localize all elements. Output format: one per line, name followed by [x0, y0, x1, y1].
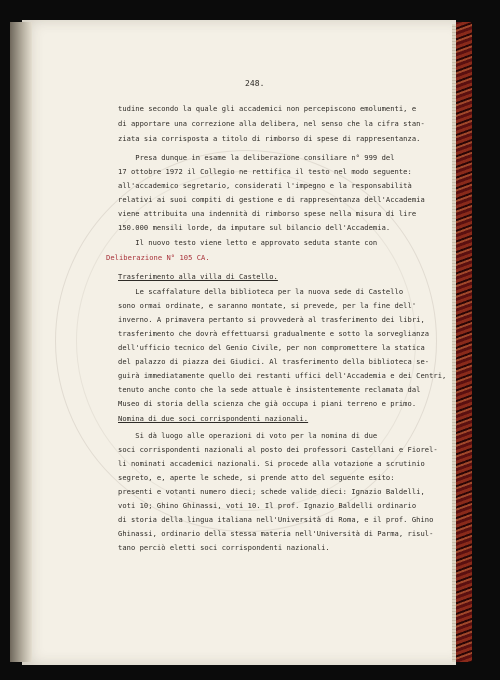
- text-line: di apportare una correzione alla delibera, nel senso che la cifra stan-: [118, 119, 425, 128]
- text-line: tudine secondo la quale gli accademici non percepiscono emolumenti, e: [118, 104, 417, 113]
- marbled-book-cover: [454, 22, 472, 662]
- text-line: Si dà luogo alle operazioni di voto per la nomina di due: [118, 431, 378, 440]
- deliberation-number: Deliberazione N° 105 CA.: [106, 253, 210, 262]
- text-line: Le scaffalature della biblioteca per la nuova sede di Castello: [118, 287, 404, 296]
- text-line: del palazzo di piazza dei Giudici. Al trasferimento della biblioteca se-: [118, 357, 430, 366]
- text-line: Presa dunque in esame la deliberazione consiliare n° 999 del: [118, 153, 395, 162]
- section-heading-transfer: Trasferimento alla villa di Castello.: [118, 272, 278, 281]
- text-line: voti 10; Ghino Ghinassi, voti 10. Il prof. Ignazio Baldelli ordinario: [118, 501, 417, 510]
- text-line: guirà immediatamente quello dei restanti uffici dell'Accademia e dei Centri,: [118, 371, 447, 380]
- text-line: soci corrispondenti nazionali al posto dei professori Castellani e Fiorel-: [118, 445, 438, 454]
- page-edges: [452, 24, 456, 662]
- section-heading-nomination: Nomina di due soci corrispondenti nazionali.: [118, 414, 309, 423]
- text-line: tano perciò eletti soci corrispondenti nazionali.: [118, 543, 330, 552]
- text-line: trasferimento che dovrà effettuarsi gradualmente e sotto la sorveglianza: [118, 329, 430, 338]
- text-line: li nominati accademici nazionali. Si procede alla votazione a scrutinio: [118, 459, 425, 468]
- text-line: 150.000 mensili lorde, da imputare sul bilancio dell'Accademia.: [118, 223, 391, 232]
- text-line: presenti e votanti numero dieci; schede valide dieci: Ignazio Baldelli,: [118, 487, 425, 496]
- text-line: all'accademico segretario, considerati l'impegno e la responsabilità: [118, 181, 412, 190]
- text-line: di storia della lingua italiana nell'Università di Roma, e il prof. Ghino: [118, 515, 434, 524]
- text-line: relativi ai suoi compiti di gestione e di rappresentanza dell'Accademia: [118, 195, 425, 204]
- text-line: dell'ufficio tecnico del Genio Civile, per non compromettere la statica: [118, 343, 425, 352]
- text-line: tenuto anche conto che la sede attuale è insistentemente reclamata dal: [118, 385, 421, 394]
- binding-shadow: [10, 22, 32, 662]
- text-line: 17 ottobre 1972 il Collegio ne rettifica il testo nel modo seguente:: [118, 167, 412, 176]
- text-line: ziata sia corrisposta a titolo di rimborso di spese di rappresentanza.: [118, 134, 421, 143]
- text-line: viene attribuita una indennità di rimborso spese nella misura di lire: [118, 209, 417, 218]
- text-line: sono ormai ordinate, e saranno montate, si prevede, per la fine dell': [118, 301, 417, 310]
- text-line: Il nuovo testo viene letto e approvato seduta stante con: [118, 238, 378, 247]
- text-line: Museo di storia della scienza che già occupa i piani terreno e primo.: [118, 399, 417, 408]
- text-line: Ghinassi, ordinario della stessa materia nell'Università di Parma, risul-: [118, 529, 434, 538]
- text-line: segreto, e, aperte le schede, si prende atto del seguente esito:: [118, 473, 395, 482]
- page-number: 248.: [245, 79, 265, 88]
- text-line: inverno. A primavera pertanto si provvederà al trasferimento dei libri,: [118, 315, 425, 324]
